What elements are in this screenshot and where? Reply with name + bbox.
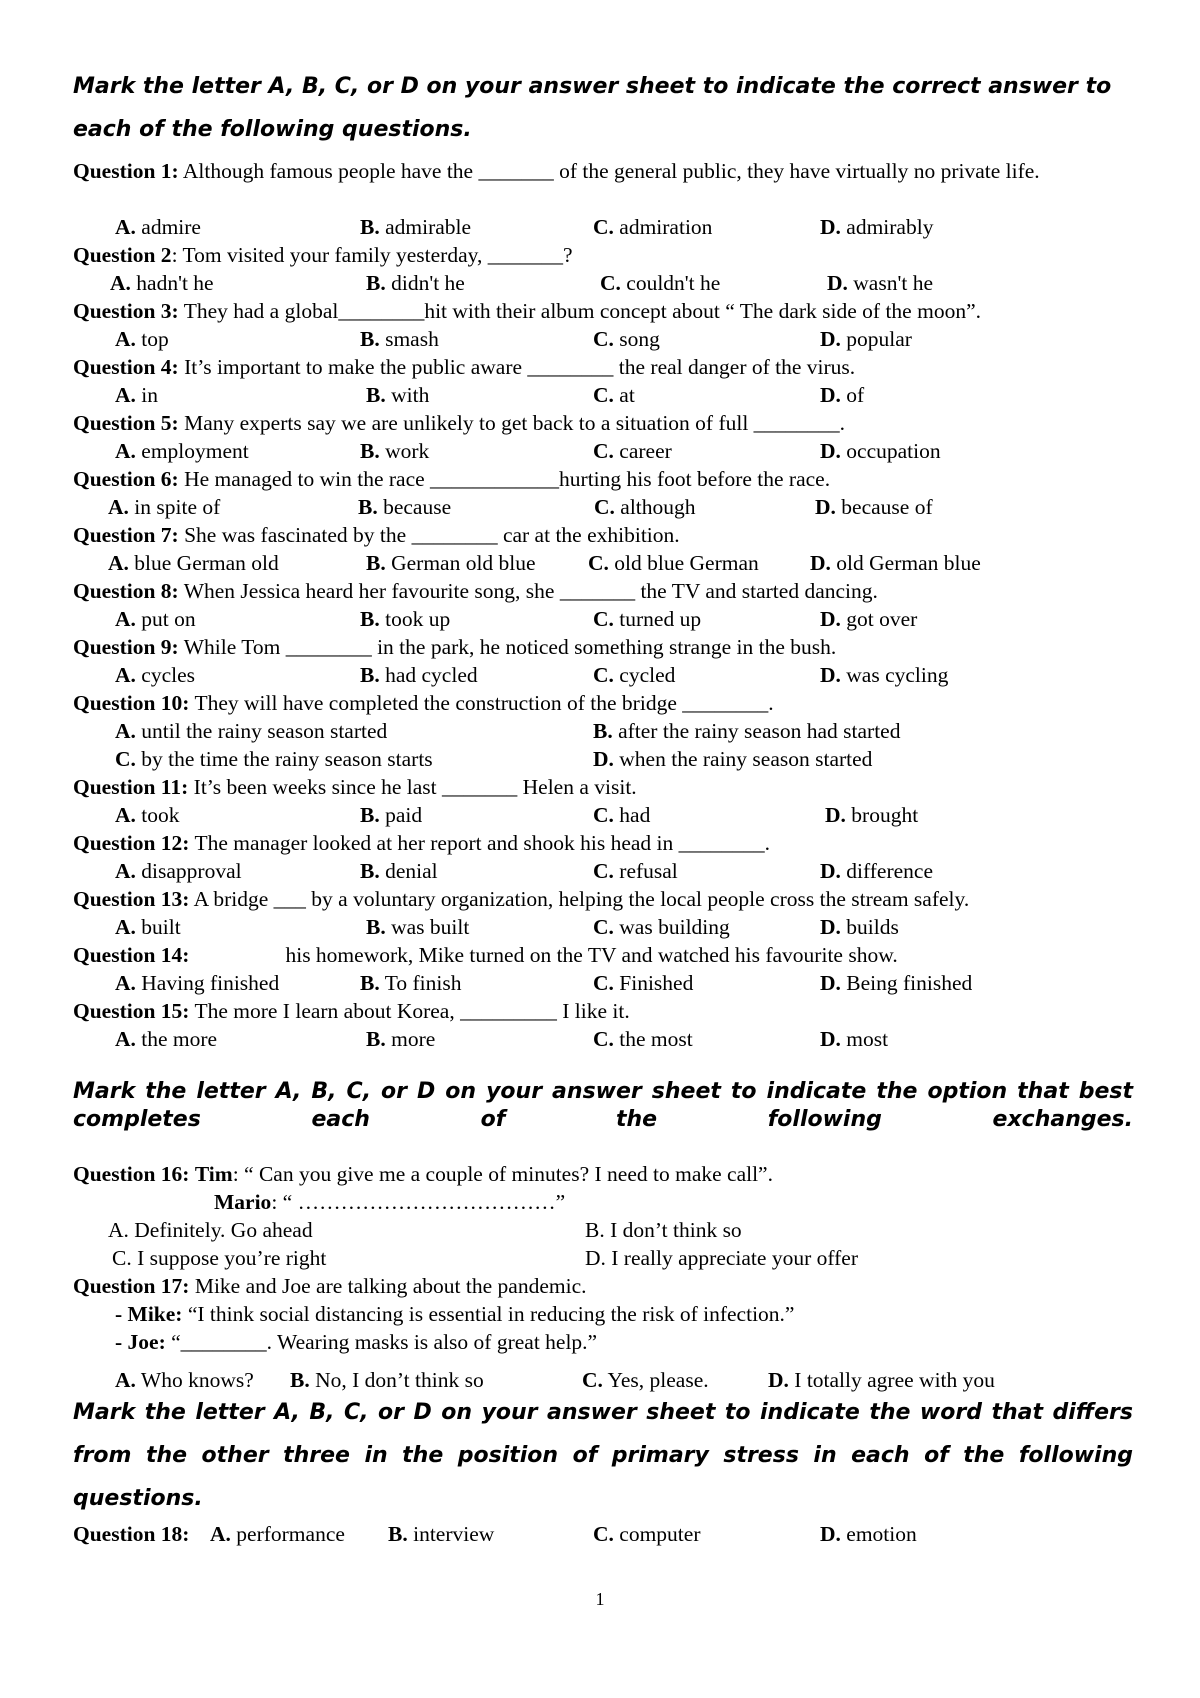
question-16: Question 16: Tim: “ Can you give me a couple of minutes? I need to make call”. xyxy=(73,1162,773,1186)
q11-option-a[interactable]: A. took xyxy=(115,803,180,827)
question-1 xyxy=(73,158,1133,185)
q8-option-b[interactable]: B. took up xyxy=(360,607,451,631)
q7-option-b[interactable]: B. German old blue xyxy=(366,551,536,575)
question-17: Question 17: Mike and Joe are talking about the pandemic. xyxy=(73,1274,587,1298)
q3-option-c[interactable]: C. song xyxy=(593,327,660,351)
q18-option-c[interactable]: C. computer xyxy=(593,1522,701,1546)
question-text: Although famous people have the _______ of the general public, they have virtually no private life. xyxy=(178,159,1040,183)
q5-option-b[interactable]: B. work xyxy=(360,439,430,463)
question-4: Question 4: It’s important to make the public aware ________ the real danger of the virus. xyxy=(73,355,856,379)
q1-option-d[interactable]: D. admirably xyxy=(820,215,934,239)
q15-option-b[interactable]: B. more xyxy=(366,1027,436,1051)
q18-option-d[interactable]: D. emotion xyxy=(820,1522,917,1546)
question-6: Question 6: He managed to win the race ____________hurting his foot before the race. xyxy=(73,467,831,491)
q13-option-b[interactable]: B. was built xyxy=(366,915,470,939)
q10-option-a[interactable]: A. until the rainy season started xyxy=(115,719,388,743)
q1-option-b[interactable]: B. admirable xyxy=(360,215,472,239)
q16-reply: Mario: “ ………………………………” xyxy=(214,1190,566,1214)
q3-option-d[interactable]: D. popular xyxy=(820,327,912,351)
question-5: Question 5: Many experts say we are unlikely to get back to a situation of full ________. xyxy=(73,411,846,435)
q4-option-c[interactable]: C. at xyxy=(593,383,635,407)
q15-option-c[interactable]: C. the most xyxy=(593,1027,693,1051)
q17-mike-line: - Mike: “I think social distancing is essential in reducing the risk of infection.” xyxy=(115,1302,795,1326)
section3-instruction: Mark the letter A, B, C, or D on your answer sheet to indicate the word that differs from the other three in the position of primary stress in each of the following questions. xyxy=(73,1400,1133,1511)
question-15: Question 15: The more I learn about Korea, _________ I like it. xyxy=(73,999,630,1023)
q4-option-a[interactable]: A. in xyxy=(115,383,159,407)
q16-option-c[interactable]: C. I suppose you’re right xyxy=(112,1246,327,1270)
q12-option-c[interactable]: C. refusal xyxy=(593,859,678,883)
q9-option-a[interactable]: A. cycles xyxy=(115,663,195,687)
q7-option-c[interactable]: C. old blue German xyxy=(588,551,759,575)
q2-option-d[interactable]: D. wasn't he xyxy=(827,271,933,295)
question-11: Question 11: It’s been weeks since he last _______ Helen a visit. xyxy=(73,775,637,799)
section2-instruction: Mark the letter A, B, C, or D on your answer sheet to indicate the option that best completes each of the following exchanges. xyxy=(73,1079,1133,1132)
q10-option-c[interactable]: C. by the time the rainy season starts xyxy=(115,747,433,771)
question-8: Question 8: When Jessica heard her favourite song, she _______ the TV and started dancing. xyxy=(73,579,878,603)
q16-option-d[interactable]: D. I really appreciate your offer xyxy=(585,1246,858,1270)
q9-option-d[interactable]: D. was cycling xyxy=(820,663,949,687)
q4-option-b[interactable]: B. with xyxy=(366,383,430,407)
q11-option-b[interactable]: B. paid xyxy=(360,803,423,827)
q17-option-b[interactable]: B. No, I don’t think so xyxy=(290,1368,484,1392)
question-2: Question 2: Tom visited your family yesterday, _______? xyxy=(73,243,573,267)
q8-option-a[interactable]: A. put on xyxy=(115,607,196,631)
q6-option-a[interactable]: A. in spite of xyxy=(108,495,221,519)
section1-instruction: Mark the letter A, B, C, or D on your answer sheet to indicate the correct answer to each of the following questions. xyxy=(73,74,1112,142)
q14-option-b[interactable]: B. To finish xyxy=(360,971,462,995)
q3-option-b[interactable]: B. smash xyxy=(360,327,439,351)
question-18: Question 18: xyxy=(73,1522,190,1546)
q8-option-d[interactable]: D. got over xyxy=(820,607,918,631)
q1-option-a[interactable]: A. admire xyxy=(115,215,201,239)
q17-joe-line: - Joe: “________. Wearing masks is also of great help.” xyxy=(115,1330,598,1354)
q10-option-d[interactable]: D. when the rainy season started xyxy=(593,747,873,771)
q5-option-a[interactable]: A. employment xyxy=(115,439,249,463)
q4-option-d[interactable]: D. of xyxy=(820,383,865,407)
q11-option-c[interactable]: C. had xyxy=(593,803,651,827)
q12-option-a[interactable]: A. disapproval xyxy=(115,859,242,883)
q9-option-b[interactable]: B. had cycled xyxy=(360,663,478,687)
q13-option-c[interactable]: C. was building xyxy=(593,915,730,939)
q14-option-c[interactable]: C. Finished xyxy=(593,971,694,995)
q6-option-d[interactable]: D. because of xyxy=(815,495,933,519)
q18-option-a[interactable]: A. performance xyxy=(210,1522,345,1546)
q3-option-a[interactable]: A. top xyxy=(115,327,169,351)
q6-option-c[interactable]: C. although xyxy=(594,495,696,519)
q12-option-d[interactable]: D. difference xyxy=(820,859,934,883)
question-13: Question 13: A bridge ___ by a voluntary organization, helping the local people cross the stream safely. xyxy=(73,887,970,911)
q15-option-d[interactable]: D. most xyxy=(820,1027,889,1051)
q1-option-c[interactable]: C. admiration xyxy=(593,215,713,239)
q10-option-b[interactable]: B. after the rainy season had started xyxy=(593,719,901,743)
q16-option-b[interactable]: B. I don’t think so xyxy=(585,1218,742,1242)
question-3: Question 3: They had a global________hit with their album concept about “ The dark side of the moon”. xyxy=(73,299,981,323)
page-number: 1 xyxy=(595,1589,605,1609)
q8-option-c[interactable]: C. turned up xyxy=(593,607,702,631)
q17-option-a[interactable]: A. Who knows? xyxy=(115,1368,254,1392)
q13-option-a[interactable]: A. built xyxy=(115,915,181,939)
question-14: Question 14: his homework, Mike turned on the TV and watched his favourite show. xyxy=(73,943,898,967)
q9-option-c[interactable]: C. cycled xyxy=(593,663,676,687)
q17-option-d[interactable]: D. I totally agree with you xyxy=(768,1368,995,1392)
question-7: Question 7: She was fascinated by the ________ car at the exhibition. xyxy=(73,523,680,547)
question-9: Question 9: While Tom ________ in the park, he noticed something strange in the bush. xyxy=(73,635,837,659)
q16-option-a[interactable]: A. Definitely. Go ahead xyxy=(108,1218,313,1242)
q15-option-a[interactable]: A. the more xyxy=(115,1027,218,1051)
q12-option-b[interactable]: B. denial xyxy=(360,859,438,883)
question-12: Question 12: The manager looked at her report and shook his head in ________. xyxy=(73,831,771,855)
question-label: Question 1: xyxy=(73,159,179,183)
q11-option-d[interactable]: D. brought xyxy=(825,803,919,827)
q14-option-a[interactable]: A. Having finished xyxy=(115,971,280,995)
q7-option-a[interactable]: A. blue German old xyxy=(108,551,279,575)
q2-option-b[interactable]: B. didn't he xyxy=(366,271,465,295)
q2-option-c[interactable]: C. couldn't he xyxy=(600,271,721,295)
q5-option-d[interactable]: D. occupation xyxy=(820,439,941,463)
q17-option-c[interactable]: C. Yes, please. xyxy=(582,1368,709,1392)
q5-option-c[interactable]: C. career xyxy=(593,439,672,463)
q13-option-d[interactable]: D. builds xyxy=(820,915,899,939)
q2-option-a[interactable]: A. hadn't he xyxy=(110,271,214,295)
q14-option-d[interactable]: D. Being finished xyxy=(820,971,973,995)
question-10: Question 10: They will have completed the construction of the bridge ________. xyxy=(73,691,774,715)
q18-option-b[interactable]: B. interview xyxy=(388,1522,495,1546)
q7-option-d[interactable]: D. old German blue xyxy=(810,551,981,575)
q6-option-b[interactable]: B. because xyxy=(358,495,452,519)
